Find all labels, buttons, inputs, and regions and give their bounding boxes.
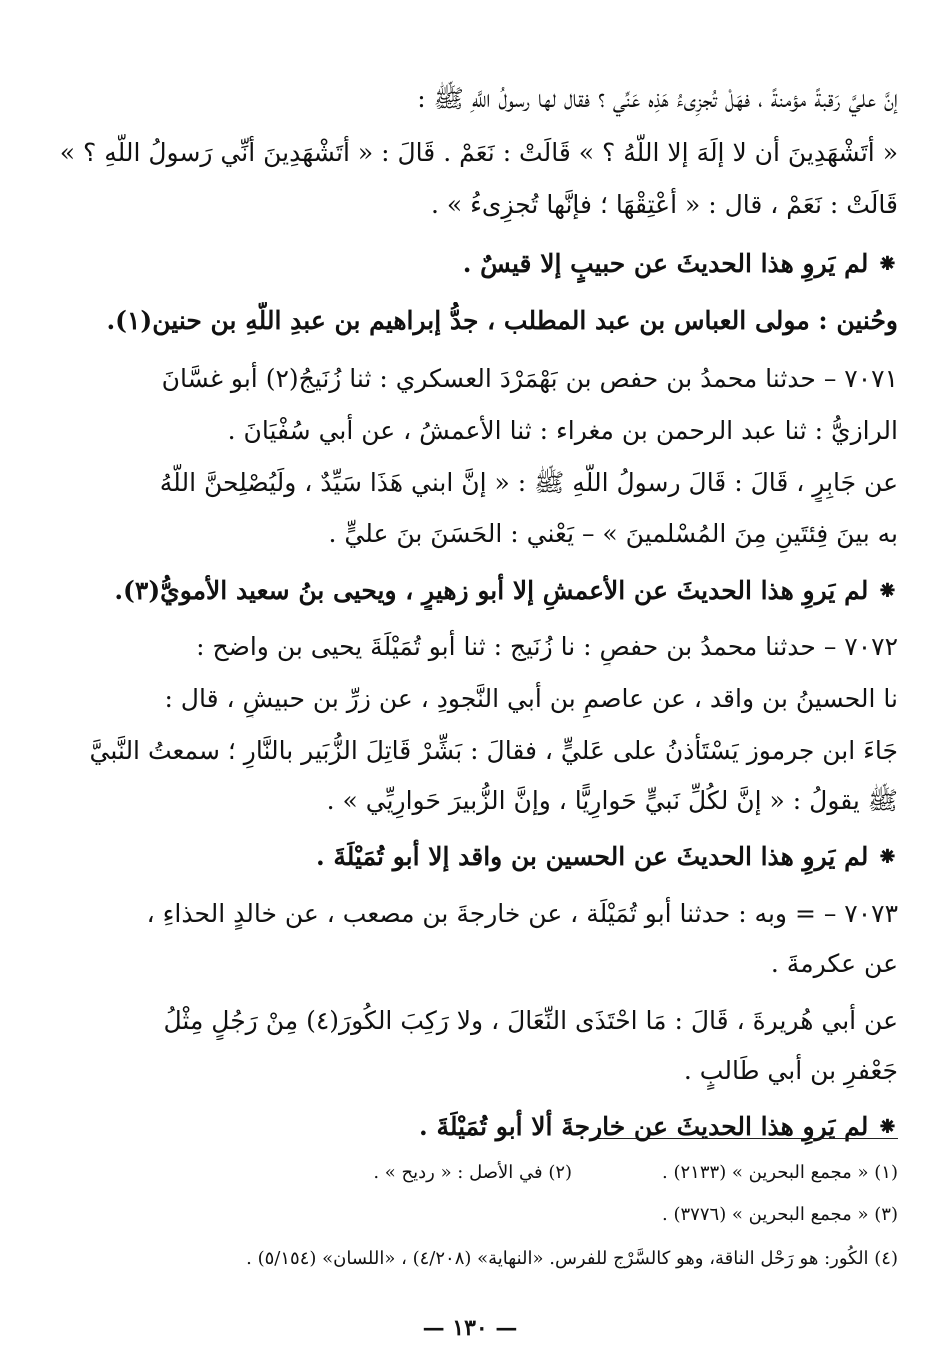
hadith-7072-line-3: جَاءَ ابن جرموز يَسْتَأْذنُ على عَليٍّ ، فقالَ : بَشِّرْ قَاتِلَ الزُّبَير بالنَّارِ ؛ سمعتُ النَّبيَّ <box>89 736 898 765</box>
no-narration-note-4: ⁕ لم يَروِ هذا الحديثَ عن خارجةَ ألا أبو تُمَيْلَةَ . <box>419 1112 898 1141</box>
footnote-3: (٣) « مجمع البحرين » (٣٧٧٦) . <box>662 1204 898 1225</box>
footnote-2: (٢) في الأصل : « رديح » . <box>373 1162 573 1183</box>
hadith-7071-line-2: الرازيُّ : ثنا عبد الرحمن بن مغراء : ثنا الأعمشُ ، عن أبي سُفْيَانَ . <box>227 416 898 445</box>
no-narration-note-2: ⁕ لم يَروِ هذا الحديثَ عن الأعمشِ إلا أبو زهيرٍ ، ويحيى بنُ سعيد الأمويُّ(٣). <box>114 576 898 605</box>
text-line-3: قَالَتْ : نَعَمْ ، قال : « أعْتِقْهَا ؛ فإنَّها تُجزِىءُ » . <box>431 190 898 219</box>
no-narration-note-3: ⁕ لم يَروِ هذا الحديثَ عن الحسين بن واقد إلا أبو تُمَيْلَةَ . <box>315 842 898 871</box>
narrator-note: وحُنين : مولى العباس بن عبد المطلب ، جدُّ إبراهيم بن عبدِ اللَّهِ بن حنين(١). <box>106 306 898 335</box>
footnote-4: (٤) الكُور: هو رَحْل الناقة، وهو كالسَّرْج للفرس. «النهاية» (٤/٢٠٨) ، «اللسان» (٥/١٥٤) . <box>246 1248 898 1269</box>
hadith-7071-line-4: به بينَ فِئتَينِ مِنَ المُسْلمينَ » – يَعْني : الحَسَنَ بنَ عليٍّ . <box>328 519 898 548</box>
page-number: — ١٣٠ — <box>422 1315 518 1341</box>
hadith-7073-line-2: عن عكرمةَ . <box>770 949 898 978</box>
hadith-7072-line-1: ٧٠٧٢ – حدثنا محمدُ بن حفصٍ : نا زُنَيج : ثنا أبو تُمَيْلَةَ يحيى بن واضح : <box>196 632 898 661</box>
no-narration-note-1: ⁕ لم يَروِ هذا الحديثَ عن حبيبٍ إلا قيسٌ . <box>462 249 898 278</box>
hadith-7071-line-1: ٧٠٧١ – حدثنا محمدُ بن حفص بن بَهْمَرْدَ العسكري : ثنا زُنَيجُ(٢) أبو غسَّانَ <box>161 364 898 393</box>
footnote-divider <box>598 1138 898 1139</box>
text-line-2: « أتَشْهَدِينَ أن لا إلَهَ إلا اللَّهُ ؟ » قَالَتْ : نَعَمْ . قَالَ : « أتَشْهَدِينَ أنِّي رَسولُ اللَّهِ ؟ » <box>59 138 898 167</box>
footnote-1: (١) « مجمع البحرين » (٢١٣٣) . <box>662 1162 898 1183</box>
hadith-7071-line-3: عن جَابِرٍ ، قَالَ : قَالَ رسولُ اللَّهِ ﷺ : « إنَّ ابني هَذَا سَيِّدٌ ، ولَيُصْلِحنَّ اللَّهُ <box>159 468 898 497</box>
hadith-7073-line-1: ٧٠٧٣ – = وبه : حدثنا أبو تُمَيْلَة ، عن خارجةَ بن مصعب ، عن خالدٍ الحذاءِ ، <box>146 899 898 928</box>
hadith-7072-line-4: ﷺ يقولُ : « إنَّ لكُلِّ نَبيٍّ حَوارِيًّا ، وإنَّ الزُّبيرَ حَوارِيِّي » . <box>326 786 898 815</box>
hadith-7073-line-3: عن أبي هُريرةَ ، قَالَ : مَا احْتَذَى النِّعَالَ ، ولا رَكِبَ الكُورَ(٤) مِنْ رَجُلٍ مِثْلُ <box>163 1006 898 1035</box>
hadith-7073-line-4: جَعْفرِ بن أبي طَالبٍ . <box>683 1056 898 1085</box>
hadith-7072-line-2: نا الحسينُ بن واقد ، عن عاصمِ بن أبي النَّجودِ ، عن زرِّ بن حبيشٍ ، قال : <box>164 684 898 713</box>
footnote-row-1 <box>58 1158 898 1188</box>
text-line-1: إنَّ عليَّ رَقبةً مؤمنةً ، فهَلْ تُجزِىءُ هَذِه عَنِّي ؟ فقال لها رسولُ اللَّهِ ﷺ : <box>417 84 898 113</box>
